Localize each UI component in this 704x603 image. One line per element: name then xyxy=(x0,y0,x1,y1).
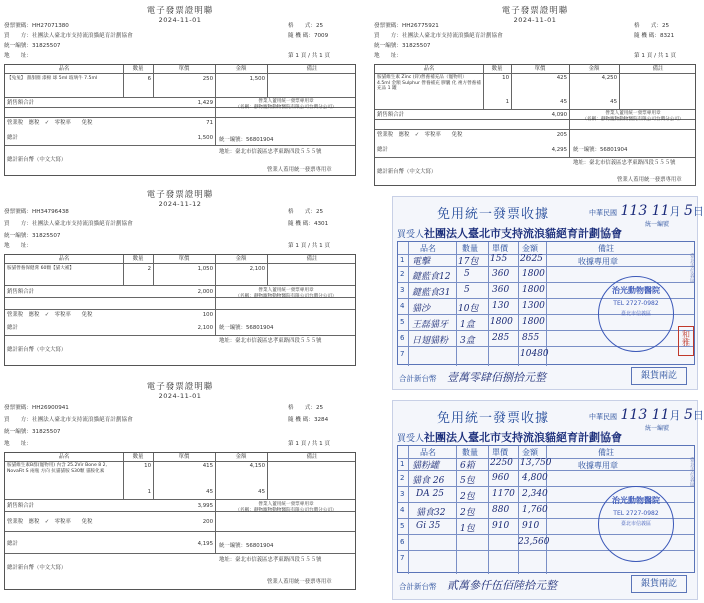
receipt-header-item: 品名 xyxy=(420,244,436,253)
seller-stamp-name: （名稱：靜物寵物動物醫院有限公司台灣分公司） xyxy=(235,294,337,299)
page-indicator: 第 1 頁 / 共 1 頁 xyxy=(288,441,331,447)
header-amount: 金額 xyxy=(235,256,247,262)
buyer-tax-id: 統一編號：31825507 xyxy=(4,43,61,49)
clinic-stamp: 治光動物醫院 TEL 2727-0982 臺北市信義區 xyxy=(598,276,674,352)
header-qty: 數量 xyxy=(491,66,503,72)
row-number: 2 xyxy=(400,474,405,482)
header-qty: 數量 xyxy=(132,454,144,460)
header-qty: 數量 xyxy=(132,256,144,262)
total-value: 1,500 xyxy=(197,135,213,141)
receipt-item-qty: 3盒 xyxy=(460,336,475,346)
header-amount: 金額 xyxy=(235,454,247,460)
receipt-item-price: 285 xyxy=(492,333,510,343)
item-amount: 1,500 xyxy=(249,76,265,82)
row-number: 3 xyxy=(400,286,405,294)
buyer-address: 地 址： xyxy=(4,243,32,249)
row-number: 7 xyxy=(400,350,405,358)
invoice-4 xyxy=(2,378,358,600)
invoice-date: 2024-11-12 xyxy=(158,200,202,208)
receipt-header-amount: 金額 xyxy=(522,244,538,253)
total-label: 總計 xyxy=(7,135,18,141)
receipt-item-price: 360 xyxy=(492,285,510,295)
receipt-title: 免用統一發票收據 xyxy=(437,411,550,426)
chinese-total-label: 總計新台幣（中文大寫） xyxy=(7,157,67,163)
header-price: 單價 xyxy=(534,66,546,72)
invoice-table xyxy=(374,64,696,186)
subtotal-label: 銷售額合計 xyxy=(7,100,34,106)
receipt-item-amount: 4,800 xyxy=(522,473,548,483)
chinese-total-label: 總計新台幣（中文大寫） xyxy=(7,565,67,571)
tax-value: 200 xyxy=(202,519,213,525)
receipt-item-amount: 1,760 xyxy=(522,505,548,515)
invoice-footer: 營業人蓋用統一發票專用章 xyxy=(617,177,682,183)
seller-address: 地址：臺北市信義區忠孝東路四段５５５號 xyxy=(219,149,322,155)
receipt-header-note: 備註 xyxy=(598,244,614,253)
receipt-table xyxy=(397,241,695,365)
invoice-format: 格 式：25 xyxy=(634,23,670,29)
receipt-total-amount: 23,560 xyxy=(518,537,550,547)
subtotal-value: 3,995 xyxy=(197,503,213,509)
tax-type-row: 營業稅 應稅 ✓ 零稅率 免稅 xyxy=(377,132,463,138)
tax-type-row: 營業稅 應稅 ✓ 零稅率 免稅 xyxy=(7,519,93,525)
invoice-format: 格 式：25 xyxy=(288,209,324,215)
random-code: 隨 機 碼：3284 xyxy=(288,417,329,423)
receipt-item-amount: 13,750 xyxy=(520,458,552,468)
buyer-name: 買 方：社團法人臺北市支持流浪貓絕育計劃協會 xyxy=(4,33,133,39)
invoice-number: 發票號碼：HH26900941 xyxy=(4,405,69,411)
receipt-header-qty: 數量 xyxy=(462,244,478,253)
receipt-item-qty: 6箱 xyxy=(460,461,475,471)
item-price: 425 xyxy=(556,75,567,81)
invoice-table xyxy=(4,64,356,176)
receipt-item-name: 王磊貓牙 xyxy=(412,320,449,330)
row-number: 7 xyxy=(400,554,405,562)
receipt-item-name: 鍵藍食31 xyxy=(412,288,451,298)
invoice-footer: 營業人蓋用統一發票專用章 xyxy=(267,579,332,585)
receipt-item-name: 貓食 26 xyxy=(412,476,445,486)
buyer-name: 買 方：社團法人臺北市支持流浪貓絕育計劃協會 xyxy=(374,33,503,39)
seller-stamp-title: 營業人蓋用統一發票專用章 xyxy=(258,99,314,104)
item-price: 415 xyxy=(202,463,213,469)
receipt-item-qty: 5 xyxy=(464,269,470,279)
receipt-item-price: 155 xyxy=(490,254,508,264)
receipt-item-name: Gi 35 xyxy=(416,521,441,531)
random-code: 隨 機 碼：4301 xyxy=(288,221,329,227)
invoice-title: 電子發票證明聯 xyxy=(146,190,214,200)
receipt-item-name: 貓粉罐 xyxy=(412,461,440,471)
header-item: 品名 xyxy=(58,66,70,72)
receipt-header-price: 單價 xyxy=(492,448,508,457)
seller-address: 地址：臺北市信義區忠孝東路四段５５５號 xyxy=(219,338,322,344)
receipt-item-name: 貓食32 xyxy=(416,508,446,518)
random-code: 隨 機 碼：7009 xyxy=(288,33,329,39)
receipt-header-item: 品名 xyxy=(420,448,436,457)
tax-value: 205 xyxy=(556,132,567,138)
receipt-item-price: 960 xyxy=(492,473,510,483)
tax-type-row: 營業稅 應稅 ✓ 零稅率 免稅 xyxy=(7,120,93,126)
receipt-header-price: 單價 xyxy=(492,244,508,253)
invoice-2 xyxy=(372,2,698,190)
receipt-side-print: 臺北市信義區 xyxy=(689,253,695,283)
total-label: 總計 xyxy=(377,147,388,153)
header-note: 備註 xyxy=(306,66,318,72)
receipt-side-print: 臺北市信義區 xyxy=(689,457,695,487)
item-qty: 1 xyxy=(505,99,509,105)
receipt-number-label: 統一編號 xyxy=(645,221,670,228)
total-label: 總計 xyxy=(7,325,18,331)
seller-tax-id: 統一編號：56801904 xyxy=(219,543,274,549)
invoice-date: 2024-11-01 xyxy=(513,16,557,24)
chinese-total-label: 總計新台幣（中文大寫） xyxy=(7,347,67,353)
row-number: 6 xyxy=(400,334,405,342)
receipt-header-amount: 金額 xyxy=(522,448,538,457)
clinic-stamp: 治光動物醫院 TEL 2727-0982 臺北市信義區 xyxy=(598,486,674,562)
invoice-table xyxy=(4,452,356,590)
item-qty: 2 xyxy=(147,266,151,272)
receipt-total-label: 合計新台幣 xyxy=(399,582,437,591)
item-price: 1,050 xyxy=(197,266,213,272)
receipt-item-price: 910 xyxy=(492,521,510,531)
seller-tax-id: 統一編號：56801904 xyxy=(219,325,274,331)
item-name: 【兔兔】 甜甜圈 漆棉 球 5ml 玻璃牛 7.5ml xyxy=(7,76,98,81)
item-amount: 45 xyxy=(610,99,617,105)
receipt-item-qty: 1包 xyxy=(460,524,475,534)
receipt-total-chinese: 貳萬參仟伍佰陸拾元整 xyxy=(447,579,557,592)
page-indicator: 第 1 頁 / 共 1 頁 xyxy=(288,243,331,249)
receipt-1 xyxy=(392,196,704,390)
random-code: 隨 機 碼：8321 xyxy=(634,33,675,39)
seller-address: 地址：臺北市信義區忠孝東路四段５５５號 xyxy=(219,557,322,563)
receipt-item-amount: 2,340 xyxy=(522,489,548,499)
invoice-date: 2024-11-01 xyxy=(158,16,202,24)
buyer-name: 買 方：社團法人臺北市支持流浪貓絕育計劃協會 xyxy=(4,417,133,423)
receipt-item-price: 130 xyxy=(492,301,510,311)
row-number: 6 xyxy=(400,538,405,546)
page-indicator: 第 1 頁 / 共 1 頁 xyxy=(288,53,331,59)
invoice-number: 發票號碼：HH26775921 xyxy=(374,23,439,29)
subtotal-value: 2,000 xyxy=(197,289,213,295)
total-value: 4,295 xyxy=(551,147,567,153)
invoice-3 xyxy=(2,186,358,376)
header-price: 單價 xyxy=(178,454,190,460)
row-number: 5 xyxy=(400,318,405,326)
receipt-table xyxy=(397,445,695,573)
total-value: 4,195 xyxy=(197,541,213,547)
receipt-buyer: 買受人社團法人臺北市支持流浪貓絕育計劃協會 xyxy=(397,431,623,444)
seller-stamp-title: 營業人蓋用統一發票專用章 xyxy=(258,288,314,293)
subtotal-label: 銷售額合計 xyxy=(7,503,34,509)
header-item: 品名 xyxy=(58,256,70,262)
header-item: 品名 xyxy=(58,454,70,460)
seller-stamp-title: 營業人蓋用統一發票專用章 xyxy=(258,502,314,507)
receipt-item-qty: 5包 xyxy=(460,476,475,486)
receipt-item-qty: 1盒 xyxy=(460,320,475,330)
row-number: 2 xyxy=(400,270,405,278)
receipt-total-label: 合計新台幣 xyxy=(399,374,437,383)
row-number: 4 xyxy=(400,302,405,310)
header-price: 單價 xyxy=(178,66,190,72)
paid-stamp: 銀貨兩訖 xyxy=(631,575,687,593)
receipt-item-qty: 2包 xyxy=(460,508,475,518)
receipt-item-name: 電擊 xyxy=(412,257,431,267)
receipt-item-qty: 5 xyxy=(464,285,470,295)
receipt-item-price: 2250 xyxy=(490,458,513,468)
receipt-item-price: 1170 xyxy=(492,489,515,499)
receipt-buyer: 買受人社團法人臺北市支持流浪貓絕育計劃協會 xyxy=(397,227,623,240)
subtotal-value: 4,090 xyxy=(551,112,567,118)
invoice-number: 發票號碼：HH27071380 xyxy=(4,23,69,29)
receipt-item-name: 日翅貓粉 xyxy=(412,336,449,346)
header-qty: 數量 xyxy=(132,66,144,72)
item-price: 45 xyxy=(206,489,213,495)
receipt-item-amount: 2625 xyxy=(520,254,543,264)
receipt-item-qty: 10包 xyxy=(458,304,479,314)
invoice-1 xyxy=(2,2,358,180)
receipt-item-amount: 910 xyxy=(522,521,540,531)
receipt-2 xyxy=(392,400,704,600)
invoice-date: 2024-11-01 xyxy=(158,392,202,400)
item-name: 胺貓維生素B群(寵物用) 內含 25.2Vir Bone 8 2, NovaFit S 兩瓶 方向 抗貓貓胺 S30顆 貓胺化素 xyxy=(7,463,108,474)
seller-stamp-name: （名稱：靜物寵物動物醫院有限公司台灣分公司） xyxy=(235,105,337,110)
item-name: 胺貓營養保健膏 60顆【貓大補】 xyxy=(7,266,75,271)
invoice-title: 電子發票證明聯 xyxy=(146,382,214,392)
receipt-number-label: 統一編號 xyxy=(645,425,670,432)
buyer-address: 地 址： xyxy=(374,53,402,59)
receipt-header-note: 備註 xyxy=(598,448,614,457)
receipt-total-chinese: 壹萬零肆佰捌拾元整 xyxy=(447,371,546,384)
receipt-date: 中華民國 113 11月 5日 xyxy=(589,203,704,219)
header-price: 單價 xyxy=(178,256,190,262)
receipt-item-qty: 2包 xyxy=(460,492,475,502)
receipt-item-amount: 1800 xyxy=(522,269,545,279)
receipt-item-price: 1800 xyxy=(490,317,513,327)
tax-value: 100 xyxy=(202,312,213,318)
invoice-table xyxy=(4,254,356,366)
item-qty: 1 xyxy=(147,489,151,495)
seller-stamp-title: 營業人蓋用統一發票專用章 xyxy=(605,111,661,116)
buyer-tax-id: 統一編號：31825507 xyxy=(4,429,61,435)
header-note: 備註 xyxy=(652,66,664,72)
paid-stamp: 銀貨兩訖 xyxy=(631,367,687,385)
seller-stamp-name: （名稱：靜物寵物動物醫院有限公司台灣分公司） xyxy=(235,508,337,513)
subtotal-label: 銷售額合計 xyxy=(377,112,404,118)
receipt-item-price: 360 xyxy=(492,269,510,279)
row-number: 3 xyxy=(400,490,405,498)
invoice-footer: 營業人蓋用統一發票專用章 xyxy=(267,167,332,173)
row-number: 1 xyxy=(400,460,405,468)
tax-type-row: 營業稅 應稅 ✓ 零稅率 免稅 xyxy=(7,312,93,318)
item-amount: 4,250 xyxy=(601,75,617,81)
item-amount: 2,100 xyxy=(249,266,265,272)
row-number: 4 xyxy=(400,506,405,514)
item-price: 45 xyxy=(560,99,567,105)
seller-stamp-name: （名稱：靜物寵物動物醫院有限公司台灣分公司） xyxy=(582,117,684,122)
receipt-date: 中華民國 113 11月 5日 xyxy=(589,407,704,423)
buyer-address: 地 址： xyxy=(4,441,32,447)
header-note: 備註 xyxy=(306,454,318,460)
total-value: 2,100 xyxy=(197,325,213,331)
receipt-note-header: 收據專用章 xyxy=(578,257,618,266)
invoice-title: 電子發票證明聯 xyxy=(146,6,214,16)
receipt-item-amount: 855 xyxy=(522,333,540,343)
buyer-address: 地 址： xyxy=(4,53,32,59)
invoice-number: 發票號碼：HH34796438 xyxy=(4,209,69,215)
seller-tax-id: 統一編號：56801904 xyxy=(219,137,274,143)
page-indicator: 第 1 頁 / 共 1 頁 xyxy=(634,53,677,59)
tax-value: 71 xyxy=(206,120,213,126)
receipt-item-qty: 17包 xyxy=(458,257,479,267)
item-qty: 10 xyxy=(144,463,151,469)
receipt-item-amount: 1800 xyxy=(522,285,545,295)
chinese-total-label: 總計新台幣（中文大寫） xyxy=(377,169,437,175)
receipt-item-amount: 1300 xyxy=(522,301,545,311)
seller-address: 地址：臺北市信義區忠孝東路四段５５５號 xyxy=(573,160,676,166)
receipt-item-name: 貓沙 xyxy=(412,304,431,314)
receipt-item-amount: 1800 xyxy=(522,317,545,327)
seller-tax-id: 統一編號：56801904 xyxy=(573,147,628,153)
receipt-title: 免用統一發票收據 xyxy=(437,207,550,222)
receipt-total-amount: 10480 xyxy=(520,349,549,359)
subtotal-value: 1,429 xyxy=(197,100,213,106)
item-amount: 45 xyxy=(258,489,265,495)
buyer-tax-id: 統一編號：31825507 xyxy=(374,43,431,49)
item-price: 250 xyxy=(202,76,213,82)
header-amount: 金額 xyxy=(588,66,600,72)
receipt-item-name: 鍵藍食12 xyxy=(412,272,451,282)
row-number: 1 xyxy=(400,256,405,264)
item-amount: 4,150 xyxy=(249,463,265,469)
header-amount: 金額 xyxy=(235,66,247,72)
invoice-title: 電子發票證明聯 xyxy=(501,6,569,16)
header-item: 品名 xyxy=(423,66,435,72)
invoice-format: 格 式：25 xyxy=(288,405,324,411)
subtotal-label: 銷售額合計 xyxy=(7,289,34,295)
buyer-name: 買 方：社團法人臺北市支持流浪貓絕育計劃協會 xyxy=(4,221,133,227)
item-qty: 6 xyxy=(147,76,151,82)
total-label: 總計 xyxy=(7,541,18,547)
item-name: 胺貓維生素 Zinc (鋅)營養補充品（寵物用） 4.5ml 金額 Sulphur 營養補充 膠囊 化 複方營養補充品 1 罐 xyxy=(377,75,481,92)
item-qty: 10 xyxy=(502,75,509,81)
seller-seal: 和雅 xyxy=(678,326,694,356)
receipt-note-header: 收據專用章 xyxy=(578,461,618,470)
invoice-format: 格 式：25 xyxy=(288,23,324,29)
buyer-tax-id: 統一編號：31825507 xyxy=(4,233,61,239)
receipt-item-name: DA 25 xyxy=(416,489,445,499)
header-note: 備註 xyxy=(306,256,318,262)
receipt-header-qty: 數量 xyxy=(462,448,478,457)
receipt-item-price: 880 xyxy=(492,505,510,515)
row-number: 5 xyxy=(400,522,405,530)
